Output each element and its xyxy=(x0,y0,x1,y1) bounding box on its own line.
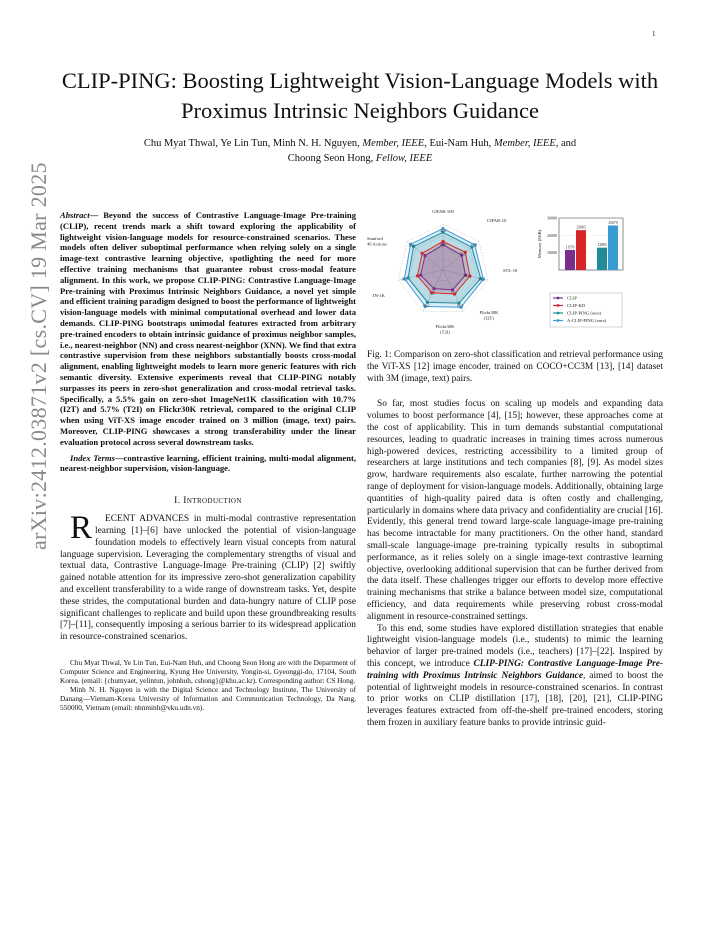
radar-point xyxy=(432,287,435,290)
figure-1-caption: Fig. 1: Comparison on zero-shot classification and retrieval performance using the ViT-XS [12] image encoder, trained on COCO+CC3M [13], [14] dataset with 3M (image, text) pairs. xyxy=(367,350,663,384)
radar-value-label: 53.3 xyxy=(428,291,436,296)
fellow-ieee: Fellow, IEEE xyxy=(375,153,433,164)
index-terms xyxy=(60,453,356,475)
radar-point xyxy=(416,274,419,277)
bar-value-label: 23003 xyxy=(576,225,586,230)
memory-bar-chart xyxy=(537,216,623,271)
section-heading-introduction: I. Introduction xyxy=(174,496,242,507)
arxiv-identifier[interactable]: arXiv:2412.03871v2 [cs.CV] 19 Mar 2025 xyxy=(26,162,51,550)
title-line-1: CLIP-PING: Boosting Lightweight Vision-Language Models with xyxy=(61,68,659,93)
figure-legend xyxy=(550,293,622,327)
radar-axis-label: STL-10 xyxy=(503,268,518,273)
bar xyxy=(565,250,575,270)
radar-point xyxy=(423,254,426,257)
authors-names-2: , Eui-Nam Huh, xyxy=(424,138,494,149)
left-column xyxy=(60,210,356,712)
bar-y-tick: 30000 xyxy=(547,215,557,221)
legend-label: A-CLIP-PING (ours) xyxy=(567,318,607,324)
index-terms-label: Index Terms xyxy=(70,452,115,463)
radar-value-label: 56.9 xyxy=(459,252,466,257)
page-number: 1 xyxy=(652,30,656,38)
radar-value-label: 23.0 xyxy=(408,243,416,248)
radar-axis-label: (I2T) xyxy=(484,315,494,321)
index-terms-text: —contrastive learning, efficient training, multi-modal alignment, nearest-neighbor supervision, vision-language. xyxy=(60,452,356,474)
bar-y-label: Memory (MiB) xyxy=(537,229,542,259)
authors-names-4: Choong Seon Hong, xyxy=(287,153,376,164)
bar-y-tick: 20000 xyxy=(547,232,557,238)
authors-names-3: , and xyxy=(555,138,577,149)
authors-line-2 xyxy=(60,151,660,166)
radar-axis-label: CIFAR-100 xyxy=(432,210,454,214)
legend-label: CLIP xyxy=(567,295,577,301)
bar xyxy=(576,230,586,270)
legend-swatch-marker xyxy=(557,304,560,307)
bar-y-tick: 10000 xyxy=(547,250,557,256)
legend-swatch-marker xyxy=(557,312,560,315)
abstract-text: — Beyond the success of Contrastive Language-Image Pre-training (CLIP), recent trends mark a shift toward exploring the applicability of lightweight vision-language models for resource-constrained scenarios. These models often deliver suboptimal performance when relying solely on a single image-text contrastive learning objective, spotlighting the need for more effective training mechanisms that guarantee robust cross-modal feature alignment. In this work, we propose CLIP-PING: Contrastive Language-Image Pre-training with Proximus Intrinsic Neighbors Guidance, a novel yet simple and efficient training paradigm designed to boost the performance of lightweight vision-language models with minimal computational overhead and lower data demands. CLIP-PING bootstraps unimodal features extracted from arbitrary pre-trained encoders to obtain intrinsic guidance of proximus neighbor samples, i.e., nearest-neighbor (NN) and cross nearest-neighbor (XNN). We find that extra contrastive supervision from these neighbors substantially boosts cross-modal alignment, enabling lightweight models to learn more generic features with rich semantic diversity. Extensive experiments reveal that CLIP-PING notably surpasses its peers in zero-shot generalization and cross-modal retrieval tasks. Specifically, a 5.5% gain on zero-shot ImageNet1K classification with 10.7% (I2T) and 5.7% (T2I) on Flickr30K retrieval, compared to the original CLIP when using ViT-XS image encoder trained on 3 million (image, text) pairs. Moreover, CLIP-PING showcases a strong transferability under the linear evaluation protocol across several downstream tasks. xyxy=(60,210,356,447)
authors-line-1 xyxy=(60,136,660,151)
abstract-label: Abstract xyxy=(60,210,90,220)
radar-axis-label: 40 Actions xyxy=(367,241,387,247)
drop-cap: R xyxy=(70,510,93,547)
paper-title xyxy=(60,66,660,126)
radar-value-label: 42.8 xyxy=(439,228,447,233)
introduction-text xyxy=(60,510,356,644)
legend-label: CLIP-PING (ours) xyxy=(567,310,602,316)
radar-point xyxy=(419,274,422,277)
bar xyxy=(608,225,618,270)
intro-paragraph-3-a: To this end, some studies have explored distillation strategies that enable lightweight vision-language models (i.e., students) to mimic the learning behavior of larger pre-trained models (i.e., teachers) [17]–[22]. Inspired by this concept, we introduce xyxy=(367,623,663,669)
radar-value-label: 35.1 xyxy=(401,277,408,282)
footnotes xyxy=(60,658,356,712)
member-ieee-2: Member, IEEE xyxy=(493,138,556,149)
member-ieee-1: Member, IEEE xyxy=(362,138,425,149)
introduction-text-continued xyxy=(367,399,663,729)
radar-point xyxy=(421,252,424,255)
radar-axis-label: CIFAR-10 xyxy=(487,218,507,223)
bar xyxy=(597,248,607,270)
radar-axis-label: IN-1K xyxy=(373,293,385,298)
legend-swatch-marker xyxy=(557,319,560,322)
intro-paragraph-3-b: , aimed to boost the potential of lightweight models in resource-constrained scenarios. In contrast to prior works on CLIP distillation [17], [18], [20], [21], CLIP-PING leverages features extracted from off-the-shelf pre-trained encoders, storing them frozen in auxiliary feature banks to provide intrinsic guid- xyxy=(367,670,664,728)
radar-axis-label: Stanford xyxy=(367,236,383,241)
intro-paragraph-1: in multi-modal contrastive representation learning [1]–[6] have unlocked the potential of vision-language foundation models to effectively learn visual concepts from natural language supervision. Leveraging the complementary strengths of visual and textual data, Contrastive Language-Image Pre-training (CLIP) [2] swiftly gained notable attention for its impressive zero-shot generalization capability and excellent transferability to a wide range of downstream tasks. Yet, despite these strides, the computational burden and data-hungry nature of CLIP pose significant challenges to replicate and build upon these groundbreaking results [7]–[11], consequently imposing a serious barrier to its widespread application in resource-constrained scenarios. xyxy=(60,514,356,643)
radar-value-label: 67.1 xyxy=(450,291,458,296)
radar-value-label: 93.2 xyxy=(478,277,485,282)
abstract xyxy=(60,210,356,448)
bar-value-label: 12883 xyxy=(597,243,607,248)
footnote-affiliation-1: Chu Myat Thwal, Ye Lin Tun, Eui-Nam Huh, and Choong Seon Hong are with the Department of Computer Science and Engineering, Kyung Hee University, Yongin-si, Gyeonggi-do, 17104, South Korea. (email: {chumyaet, yelintun, johnhuh, cshong}@khu.ac.kr). Corresponding author: CS Hong. xyxy=(60,657,356,685)
radar-axis-label: (T2I) xyxy=(440,329,450,335)
figure-1 xyxy=(367,210,663,342)
bar-value-label: 11570 xyxy=(565,245,575,250)
author-list xyxy=(60,136,660,166)
radar-value-label: 88.4 xyxy=(464,274,471,279)
legend-swatch-marker xyxy=(557,297,560,300)
bar-value-label: 25679 xyxy=(608,220,618,225)
intro-caps: ECENT ADVANCES xyxy=(105,514,190,525)
radar-value-label: 83.9 xyxy=(439,243,447,248)
radar-chart xyxy=(367,210,518,335)
right-column xyxy=(367,210,663,730)
radar-value-label: 71.9 xyxy=(470,243,478,248)
radar-value-label: 48.4 xyxy=(422,304,429,309)
figure-1-graphic xyxy=(367,210,663,342)
intro-paragraph-3 xyxy=(367,624,663,730)
title-line-2: Proximus Intrinsic Neighbors Guidance xyxy=(180,98,540,123)
intro-paragraph-2: So far, most studies focus on scaling up models and expanding data volumes to boost performance [4], [15]; however, these approaches come at the cost of applicability. This in turn demands substantial computational resources, leading to quadratic increases in training times across numerous high-powered devices, restricting accessibility to a limited group of researchers at large institutions and tech companies [8], [9]. As model sizes grow, hardware requirements also escalate, further narrowing the potential range of deployment for vision-language models. Additionally, obtaining large quantities of high-quality paired data is often costly and challenging, particularly in domains where data privacy and confidentiality are crucial [16]. Evidently, this general trend toward large-scale language-image pre-training has become intractable for many practitioners. On the other hand, standard small-scale language-image pre-training typically results in suboptimal performance, as it relies solely on a single image-text contrastive learning objective, overlooking additional supervision that can be further derived from the data itself. These challenges trigger our efforts to develop more effective training mechanisms that strike a balance between model size, computational efficiency, and data requirements while preserving robust cross-modal alignment in resource-constrained settings. xyxy=(367,399,663,622)
radar-value-label: 61.8 xyxy=(457,304,464,309)
radar-axis-label: Flickr30K xyxy=(479,310,499,315)
footnote-affiliation-2: Minh N. H. Nguyen is with the Digital Science and Technology Institute, The University of Danang—Vietnam-Korea University of Information and Communication Technology, Da Nang, 550000, Vietnam (email: nhnminh@vku.udn.vn). xyxy=(60,684,356,712)
authors-names-1: Chu Myat Thwal, Ye Lin Tun, Minh N. H. Nguyen, xyxy=(143,138,363,149)
method-name-emphasis: CLIP-PING: Contrastive Language-Image Pre-training with Proximus Intrinsic Neighbors Guidance xyxy=(367,658,663,681)
radar-axis-label: Flickr30K xyxy=(435,324,455,329)
legend-label: CLIP-KD xyxy=(567,303,586,309)
